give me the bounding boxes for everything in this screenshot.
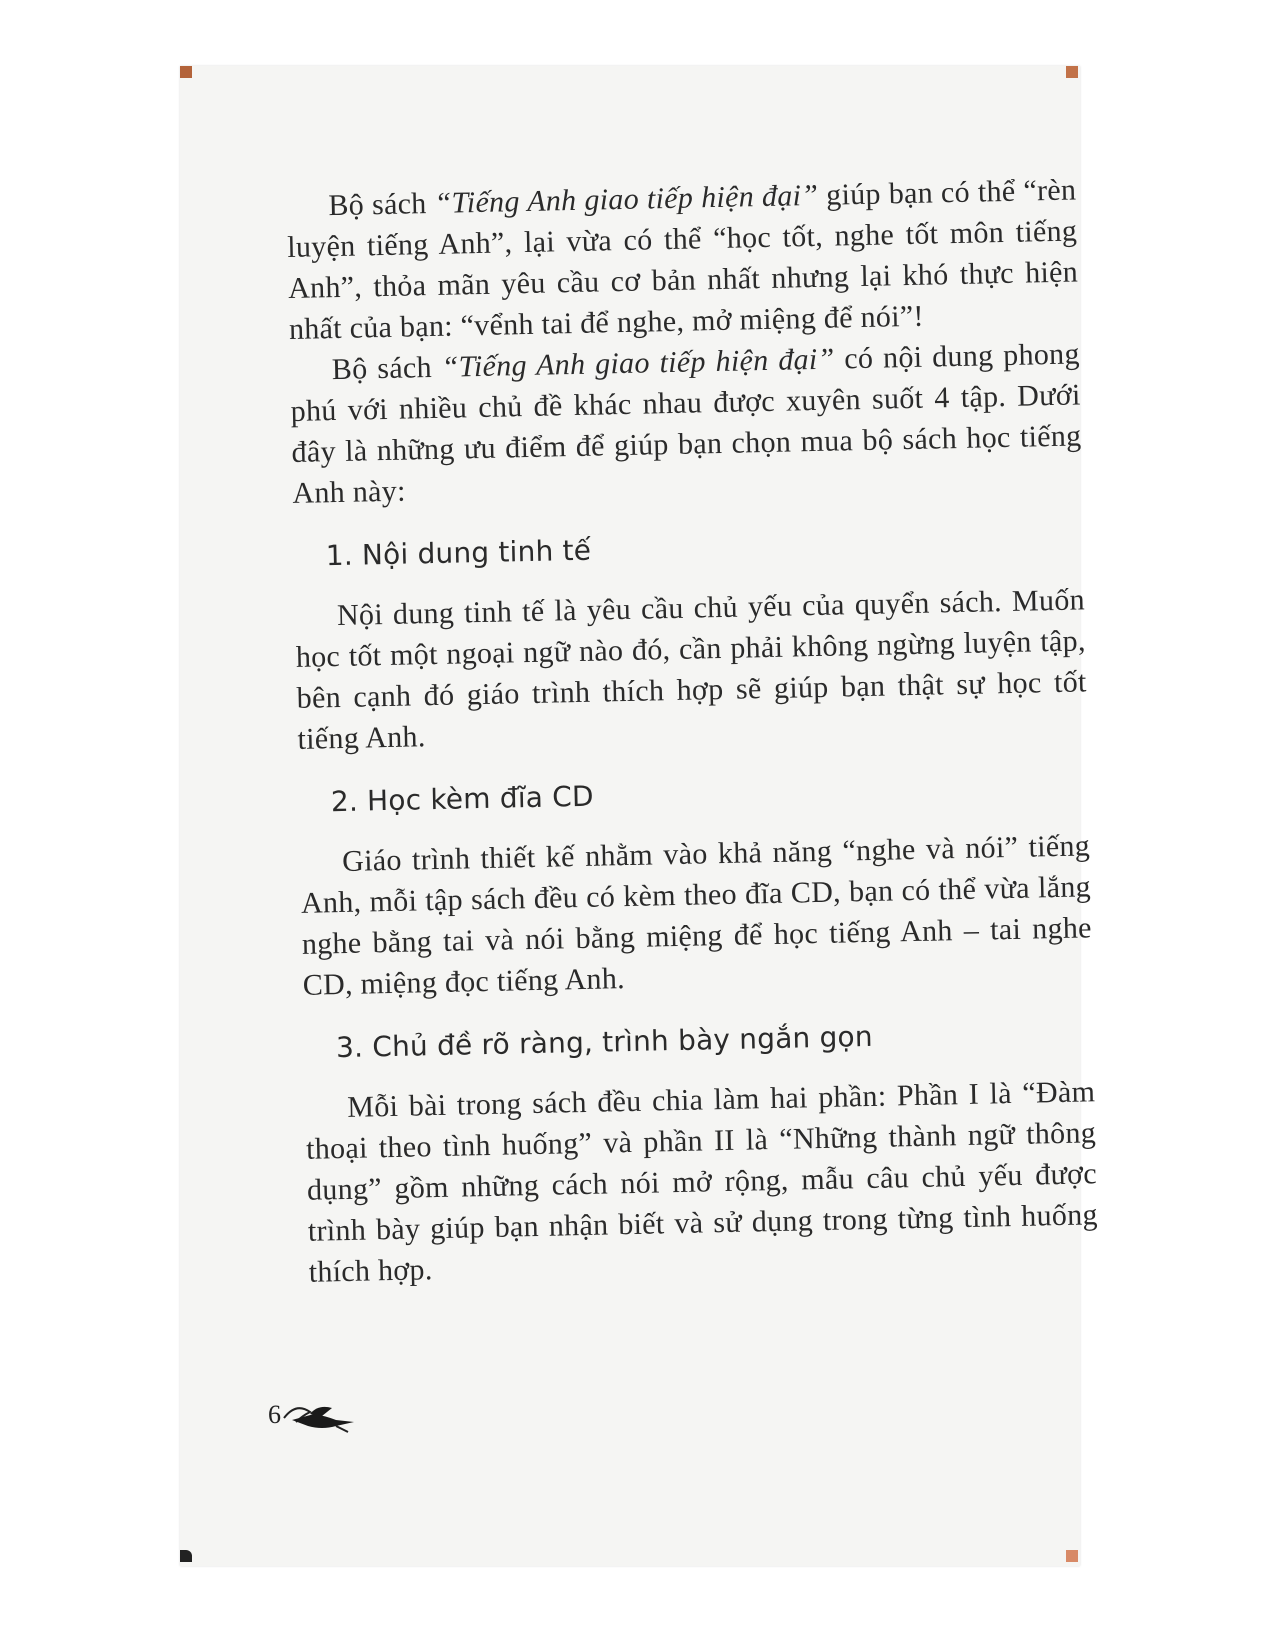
- section-heading: 1. Nội dung tinh tế: [325, 533, 592, 573]
- page-footer: [262, 1396, 382, 1436]
- scan-edge-mark: [180, 66, 192, 78]
- book-title: “Tiếng Anh giao tiếp hiện đại”: [434, 178, 819, 220]
- paragraph-text: Bộ sách: [328, 186, 435, 223]
- paragraph-structure: Mỗi bài trong sách đều chia làm hai phần: Phần I là “Đàm thoại theo tình huống” và phần II là “Những thành ngữ thông dụng” gồm những cách nói mở rộng, mẫu câu chủ yếu được trình bày giúp bạn nhận biết và sử dụng trong từng tình huống thích hợp.: [305, 1075, 1099, 1289]
- section-heading: 2. Học kèm đĩa CD: [330, 779, 595, 819]
- page-content: [286, 169, 1099, 1292]
- paragraph-cd: Giáo trình thiết kế nhằm vào khả năng “nghe và nói” tiếng Anh, mỗi tập sách đều có kèm theo đĩa CD, bạn có thể vừa lắng nghe bằng tai và nói bằng miệng để học tiếng Anh – tai nghe CD, miệng đọc tiếng Anh.: [300, 829, 1093, 1002]
- scan-edge-mark: [1066, 1550, 1078, 1562]
- flying-bird-icon: [262, 1396, 372, 1436]
- paragraph-content: Nội dung tinh tế là yêu cầu chủ yếu của quyển sách. Muốn học tốt một ngoại ngữ nào đó, cần phải không ngừng luyện tập, bên cạnh đó giáo trình thích hợp sẽ giúp bạn thật sự học tốt tiếng Anh.: [295, 583, 1087, 756]
- section-heading: 3. Chủ đề rõ ràng, trình bày ngắn gọn: [335, 1019, 874, 1065]
- page-number: 6: [268, 1400, 281, 1429]
- paragraph-text: có nội dung phong phú với nhiều chủ đề khác nhau được xuyên suốt 4 tập. Dưới đây là những ưu điểm để giúp bạn chọn mua bộ sách học tiếng Anh này:: [290, 337, 1082, 510]
- scan-edge-mark: [180, 1550, 192, 1562]
- paragraph-intro: [286, 169, 1079, 350]
- paragraph-overview: [289, 333, 1082, 514]
- paragraph-text: giúp bạn có thể “rèn luyện tiếng Anh”, lại vừa có thể “học tốt, nghe tốt môn tiếng Anh”, thỏa mãn yêu cầu cơ bản nhất nhưng lại khó thực hiện nhất của bạn: “vểnh tai để nghe, mở miệng để nói”!: [286, 173, 1079, 346]
- book-title: “Tiếng Anh giao tiếp hiện đại”: [441, 342, 835, 384]
- scan-edge-mark: [1066, 66, 1078, 78]
- paragraph-text: Bộ sách: [331, 350, 443, 387]
